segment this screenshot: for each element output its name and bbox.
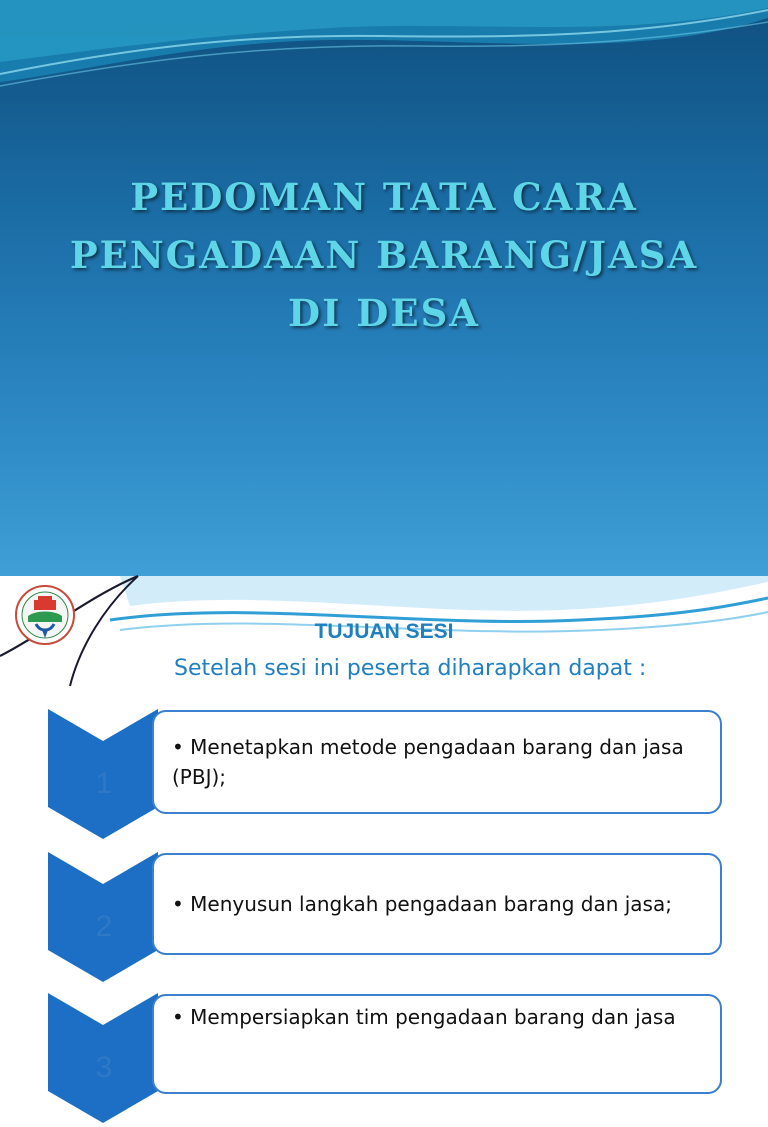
objective-text: • Menetapkan metode pengadaan barang dan jasa (PBJ); [172,735,684,789]
section-heading: TUJUAN SESI [314,620,454,643]
objective-text: • Menyusun langkah pengadaan barang dan jasa; [172,892,672,916]
step-number: 3 [95,1051,113,1084]
step-chevron [48,709,158,839]
step-number: 2 [95,910,113,943]
title-line: PENGADAAN BARANG/JASA [69,233,699,277]
objectives-slide [0,576,768,1084]
objective-box [152,994,722,1094]
step-chevron [48,852,158,982]
section-subheading: Setelah sesi ini peserta diharapkan dapat : [174,656,647,681]
wave-decoration [0,0,768,120]
title-line: PEDOMAN TATA CARA [130,175,638,219]
step-number: 1 [95,767,113,800]
slide-title [40,168,728,342]
title-line: DI DESA [288,291,480,335]
objective-box [152,853,722,955]
step-chevron [48,993,158,1123]
objective-text: • Mempersiapkan tim pengadaan barang dan jasa [172,1005,676,1029]
objective-box [152,710,722,814]
